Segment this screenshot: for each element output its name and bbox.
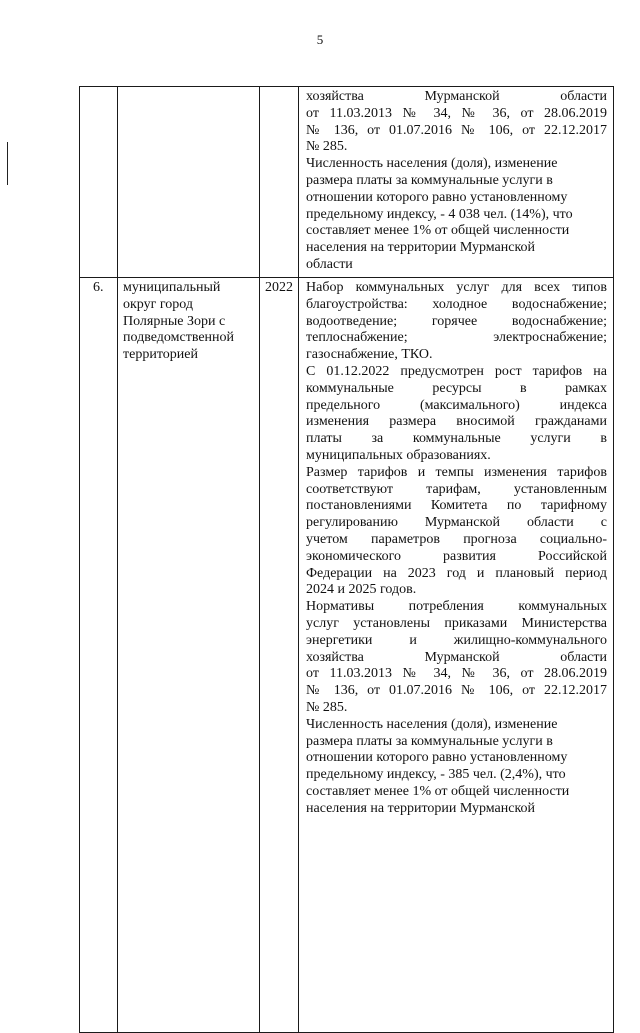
text-line: регулированию Мурманской области с bbox=[306, 515, 607, 531]
municipality-line: муниципальный bbox=[123, 280, 221, 295]
text-line: от 11.03.2013 № 34, № 36, от 28.06.2019 bbox=[306, 105, 607, 121]
text-line: соответствуют тарифам, установленным bbox=[306, 481, 607, 497]
text-line: отношении которого равно установленному bbox=[306, 189, 568, 205]
cell-year bbox=[260, 278, 299, 1033]
description-text bbox=[299, 87, 613, 274]
cell-municipality-text bbox=[118, 87, 259, 89]
cell-year-text: 2022 bbox=[265, 280, 293, 295]
text-line: 2024 и 2025 годов. bbox=[306, 582, 417, 598]
text-line: № 285. bbox=[306, 139, 348, 155]
text-line: составляет менее 1% от общей численности bbox=[306, 223, 570, 239]
description-text bbox=[299, 278, 613, 818]
text-line: муниципальных образованиях. bbox=[306, 447, 491, 463]
text-line: Численность населения (доля), изменение bbox=[306, 716, 558, 732]
text-line: предельному индексу, - 4 038 чел. (14%), что bbox=[306, 206, 573, 222]
text-line: населения на территории Мурманской bbox=[306, 800, 536, 816]
text-line: Набор коммунальных услуг для всех типов bbox=[306, 280, 607, 295]
text-line: № 136, от 01.07.2016 № 106, от 22.12.2017 bbox=[306, 122, 607, 138]
cell-description bbox=[299, 87, 614, 278]
text-line: области bbox=[306, 256, 353, 272]
municipality-line: территорией bbox=[123, 347, 198, 363]
table-row-6 bbox=[80, 278, 614, 1033]
cell-municipality bbox=[118, 278, 260, 1033]
cell-year-text bbox=[260, 87, 298, 89]
text-line: предельного (максимального) индекса bbox=[306, 397, 607, 413]
cell-number-text bbox=[80, 87, 117, 89]
cell-municipality-text bbox=[118, 278, 259, 364]
text-line: хозяйства Мурманской области bbox=[306, 89, 607, 104]
text-line: газоснабжение, ТКО. bbox=[306, 347, 433, 363]
margin-mark bbox=[7, 142, 8, 185]
text-line: Нормативы потребления коммунальных bbox=[306, 599, 607, 615]
text-line: теплоснабжение; электроснабжение; bbox=[306, 330, 607, 346]
cell-number bbox=[80, 87, 118, 278]
text-line: составляет менее 1% от общей численности bbox=[306, 783, 570, 799]
text-line: хозяйства Мурманской области bbox=[306, 649, 607, 665]
cell-year bbox=[260, 87, 299, 278]
cell-municipality bbox=[118, 87, 260, 278]
text-line: платы за коммунальные услуги в bbox=[306, 431, 607, 447]
text-line: размера платы за коммунальные услуги в bbox=[306, 733, 553, 749]
text-line: постановлениями Комитета по тарифному bbox=[306, 498, 607, 514]
municipality-line: округ город bbox=[123, 296, 193, 312]
text-line: № 285. bbox=[306, 699, 348, 715]
text-line: учетом параметров прогноза социально- bbox=[306, 531, 607, 547]
text-line: Размер тарифов и темпы изменения тарифов bbox=[306, 464, 607, 480]
municipality-line: подведомственной bbox=[123, 330, 235, 346]
text-line: населения на территории Мурманской bbox=[306, 240, 536, 256]
text-line: водоотведение; горячее водоснабжение; bbox=[306, 313, 607, 329]
text-line: отношении которого равно установленному bbox=[306, 750, 568, 766]
text-line: изменения размера вносимой гражданами bbox=[306, 414, 607, 430]
text-line: энергетики и жилищно-коммунального bbox=[306, 632, 607, 648]
text-line: предельному индексу, - 385 чел. (2,4%), что bbox=[306, 767, 566, 783]
text-line: коммунальные ресурсы в рамках bbox=[306, 380, 607, 396]
text-line: экономического развития Российской bbox=[306, 548, 607, 564]
text-line: С 01.12.2022 предусмотрен рост тарифов на bbox=[306, 363, 607, 379]
text-line: Федерации на 2023 год и плановый период bbox=[306, 565, 607, 581]
cell-description bbox=[299, 278, 614, 1033]
cell-number-text: 6. bbox=[93, 280, 104, 295]
text-line: размера платы за коммунальные услуги в bbox=[306, 172, 553, 188]
document-table bbox=[79, 86, 614, 1033]
text-line: № 136, от 01.07.2016 № 106, от 22.12.2017 bbox=[306, 683, 607, 699]
page-number: 5 bbox=[316, 32, 324, 47]
text-line: Численность населения (доля), изменение bbox=[306, 156, 558, 172]
table-row-continued bbox=[80, 87, 614, 278]
text-line: от 11.03.2013 № 34, № 36, от 28.06.2019 bbox=[306, 666, 607, 682]
text-line: услуг установлены приказами Министерства bbox=[306, 615, 607, 631]
text-line: благоустройства: холодное водоснабжение; bbox=[306, 296, 607, 312]
cell-number bbox=[80, 278, 118, 1033]
municipality-line: Полярные Зори с bbox=[123, 313, 226, 329]
